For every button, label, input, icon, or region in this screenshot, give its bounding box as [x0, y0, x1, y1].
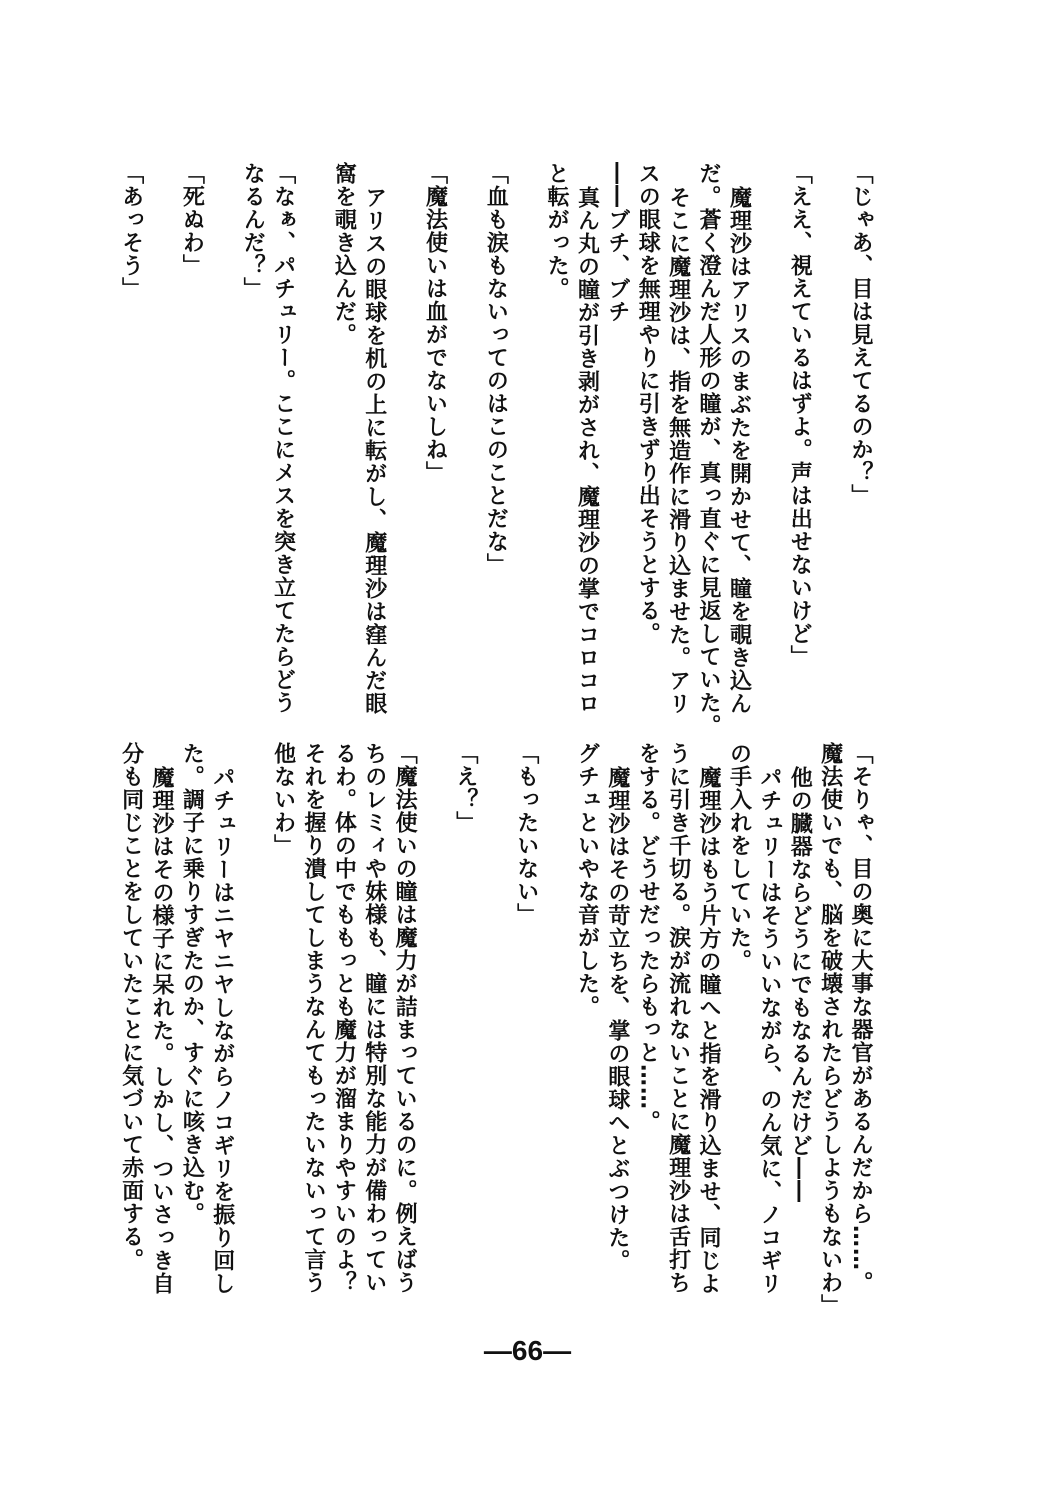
text-line: 「もったいない」 — [513, 742, 539, 926]
page-number: —66— — [483, 1335, 572, 1366]
text-line: パチュリーはそういいながら、のん気に、ノコギリ — [756, 766, 782, 1295]
text-line: だ。蒼く澄んだ人形の瞳が、真っ直ぐに見返していた。 — [696, 162, 722, 737]
bottom-text-block — [115, 742, 875, 1317]
text-line: うに引き千切る。涙が流れないことに魔理沙は舌打ち — [665, 742, 691, 1294]
text-line: と転がった。 — [544, 162, 570, 300]
text-line: ――ブチ、ブチ — [604, 162, 630, 323]
text-line: 他の臓器ならどうにでもなるんだけど―― — [787, 766, 813, 1203]
text-line: た。調子に乗りすぎたのか、すぐに咳き込む。 — [179, 742, 205, 1225]
text-line: 魔法使いでも、脳を破壊されたらどうしようもないわ」 — [817, 742, 843, 1317]
text-line: 他ないわ」 — [270, 742, 296, 857]
text-line: 「じゃあ、目は見えてるのか？」 — [848, 162, 873, 507]
text-line: ちのレミィや妹様も、瞳には特別な能力が備わってい — [361, 742, 387, 1294]
text-line: 魔理沙はその苛立ちを、掌の眼球へとぶつけた。 — [604, 766, 630, 1272]
text-line: それを握り潰してしまうなんてもったいないって言う — [300, 742, 326, 1294]
text-line: 真ん丸の瞳が引き剥がされ、魔理沙の掌でコロコロ — [574, 186, 600, 715]
text-line: アリスの眼球を机の上に転がし、魔理沙は窪んだ眼 — [361, 186, 387, 715]
text-line: の手入れをしていた。 — [726, 742, 752, 972]
text-line: 「魔法使いは血がでないしね」 — [422, 162, 448, 484]
text-line: なるんだ？」 — [240, 162, 266, 300]
text-line: 「血も涙もないってのはこのことだな」 — [483, 162, 509, 576]
text-line: 「なぁ、パチュリー。ここにメスを突き立てたらどう — [270, 162, 296, 714]
text-line: 「死ぬわ」 — [179, 162, 205, 277]
text-line: 窩を覗き込んだ。 — [331, 162, 357, 346]
text-line: グチュといやな音がした。 — [574, 742, 600, 1018]
text-line: 「そりゃ、目の奥に大事な器官があるんだから……。 — [848, 742, 873, 1294]
text-line: 分も同じことをしていたことに気づいて赤面する。 — [118, 742, 144, 1271]
text-line: 魔理沙はもう片方の瞳へと指を滑り込ませ、同じよ — [696, 766, 722, 1295]
text-line: 「ええ、視えているはずよ。声は出せないけど」 — [787, 162, 813, 668]
text-line: パチュリーはニヤニヤしながらノコギリを振り回し — [209, 766, 235, 1295]
top-text-block — [115, 162, 875, 737]
text-line: をする。どうせだったらもっと……。 — [635, 742, 661, 1133]
text-line: そこに魔理沙は、指を無造作に滑り込ませた。アリ — [665, 186, 691, 715]
text-line: るわ。体の中でももっとも魔力が溜まりやすいのよ？ — [331, 742, 357, 1294]
text-line: スの眼球を無理やりに引きずり出そうとする。 — [635, 162, 661, 645]
text-line: 魔理沙はその様子に呆れた。しかし、ついさっき自 — [149, 766, 175, 1295]
text-line: 魔理沙はアリスのまぶたを開かせて、瞳を覗き込ん — [726, 186, 752, 715]
text-line: 「魔法使いの瞳は魔力が詰まっているのに。例えばう — [392, 742, 418, 1294]
text-line: 「あっそう」 — [118, 162, 144, 300]
text-line: 「え？」 — [452, 742, 478, 834]
